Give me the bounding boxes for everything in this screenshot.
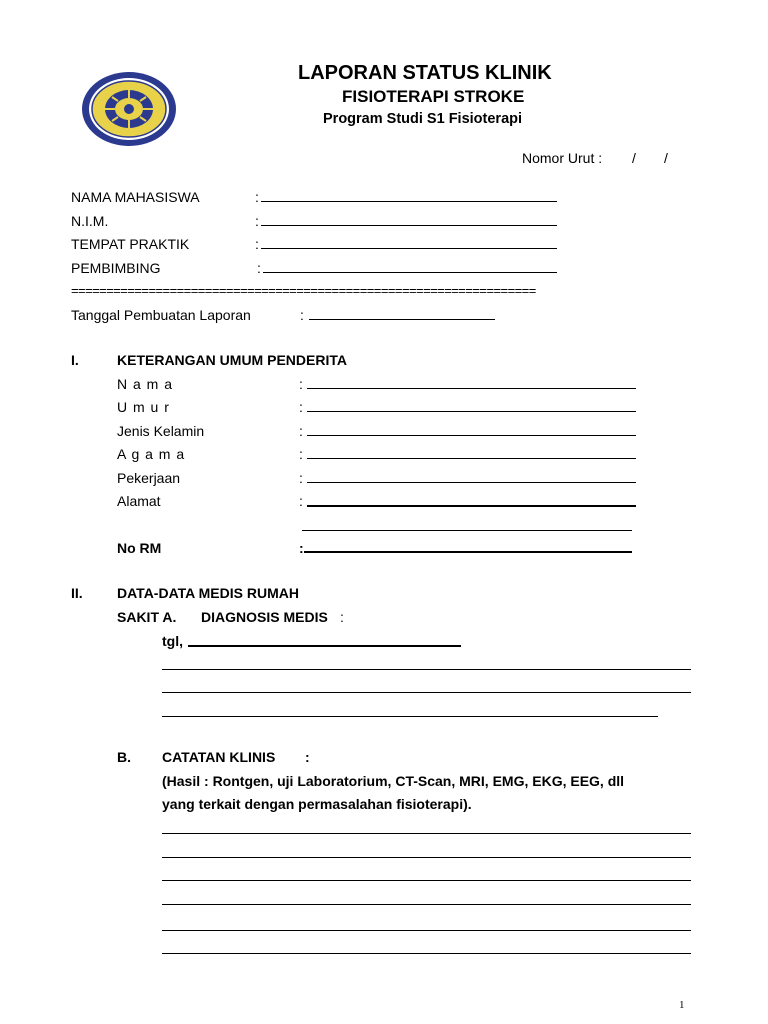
umur-colon: : [299, 399, 303, 415]
agama-field[interactable] [307, 458, 636, 459]
catatan-klinis-colon: : [305, 749, 310, 765]
jenis-kelamin-label: Jenis Kelamin [117, 423, 205, 439]
section-2-number: II. [71, 585, 83, 601]
tanggal-label: Tanggal Pembuatan Laporan [71, 307, 251, 323]
diagnosis-line-3[interactable] [162, 716, 658, 717]
tgl-label: tgl, [162, 633, 183, 649]
no-rm-field[interactable] [304, 551, 632, 553]
nama-colon: : [299, 376, 303, 392]
pekerjaan-label: Pekerjaan [117, 470, 181, 486]
section-1-number: I. [71, 352, 79, 368]
nomor-urut-label: Nomor Urut : [522, 150, 603, 166]
section-2-sub-b-letter: B. [117, 749, 131, 765]
nomor-urut-sep-2: / [664, 150, 668, 166]
alamat-label: Alamat [117, 493, 161, 509]
nomor-urut-sep-1: / [632, 150, 636, 166]
tgl-field[interactable] [188, 645, 461, 647]
catatan-klinis-note-2: yang terkait dengan permasalahan fisioterapi). [162, 796, 472, 812]
no-rm-colon: : [299, 540, 304, 556]
nama-mahasiswa-colon: : [255, 189, 259, 205]
nim-colon: : [255, 213, 259, 229]
no-rm-label: No RM [117, 540, 162, 556]
document-subtitle: FISIOTERAPI STROKE [342, 87, 525, 106]
nama-mahasiswa-label: NAMA MAHASISWA [71, 189, 200, 205]
university-logo [80, 70, 178, 148]
agama-label: A g a m a [117, 446, 186, 462]
pekerjaan-field[interactable] [307, 482, 636, 483]
jenis-kelamin-colon: : [299, 423, 303, 439]
pembimbing-label: PEMBIMBING [71, 260, 161, 276]
umur-label: U m u r [117, 399, 170, 415]
agama-colon: : [299, 446, 303, 462]
catatan-klinis-note-1: (Hasil : Rontgen, uji Laboratorium, CT-Scan, MRI, EMG, EKG, EEG, dll [162, 773, 625, 789]
document-title: LAPORAN STATUS KLINIK [298, 62, 552, 84]
alamat-field[interactable] [307, 505, 636, 507]
tanggal-field[interactable] [309, 319, 495, 320]
jenis-kelamin-field[interactable] [307, 435, 636, 436]
umur-field[interactable] [307, 411, 636, 412]
tempat-praktik-colon: : [255, 236, 259, 252]
diagnosis-medis-label: DIAGNOSIS MEDIS [201, 609, 328, 625]
alamat-field-continued[interactable] [302, 530, 632, 531]
catatan-line-4[interactable] [162, 904, 691, 905]
nim-label: N.I.M. [71, 213, 109, 229]
separator-line: ================================================================== [71, 283, 536, 298]
pekerjaan-colon: : [299, 470, 303, 486]
catatan-line-2[interactable] [162, 857, 691, 858]
section-2-heading: DATA-DATA MEDIS RUMAH [117, 585, 299, 601]
nama-field[interactable] [307, 388, 636, 389]
diagnosis-line-1[interactable] [162, 669, 691, 670]
pembimbing-colon: : [257, 260, 261, 276]
catatan-line-3[interactable] [162, 880, 691, 881]
nama-label: N a m a [117, 376, 174, 392]
catatan-line-5[interactable] [162, 930, 691, 931]
section-1-heading: KETERANGAN UMUM PENDERITA [117, 352, 347, 368]
tempat-praktik-field[interactable] [261, 248, 557, 249]
diagnosis-medis-colon: : [340, 609, 344, 625]
pembimbing-field[interactable] [263, 272, 557, 273]
catatan-line-6[interactable] [162, 953, 691, 954]
alamat-colon: : [299, 493, 303, 509]
tempat-praktik-label: TEMPAT PRAKTIK [71, 236, 190, 252]
program-name: Program Studi S1 Fisioterapi [323, 111, 523, 127]
section-2-sub-a-line: SAKIT A. [117, 609, 177, 625]
nim-field[interactable] [261, 225, 557, 226]
diagnosis-line-2[interactable] [162, 692, 691, 693]
page-number: 1 [679, 999, 685, 1011]
catatan-klinis-label: CATATAN KLINIS [162, 749, 276, 765]
tanggal-colon: : [300, 307, 304, 323]
catatan-line-1[interactable] [162, 833, 691, 834]
nama-mahasiswa-field[interactable] [261, 201, 557, 202]
